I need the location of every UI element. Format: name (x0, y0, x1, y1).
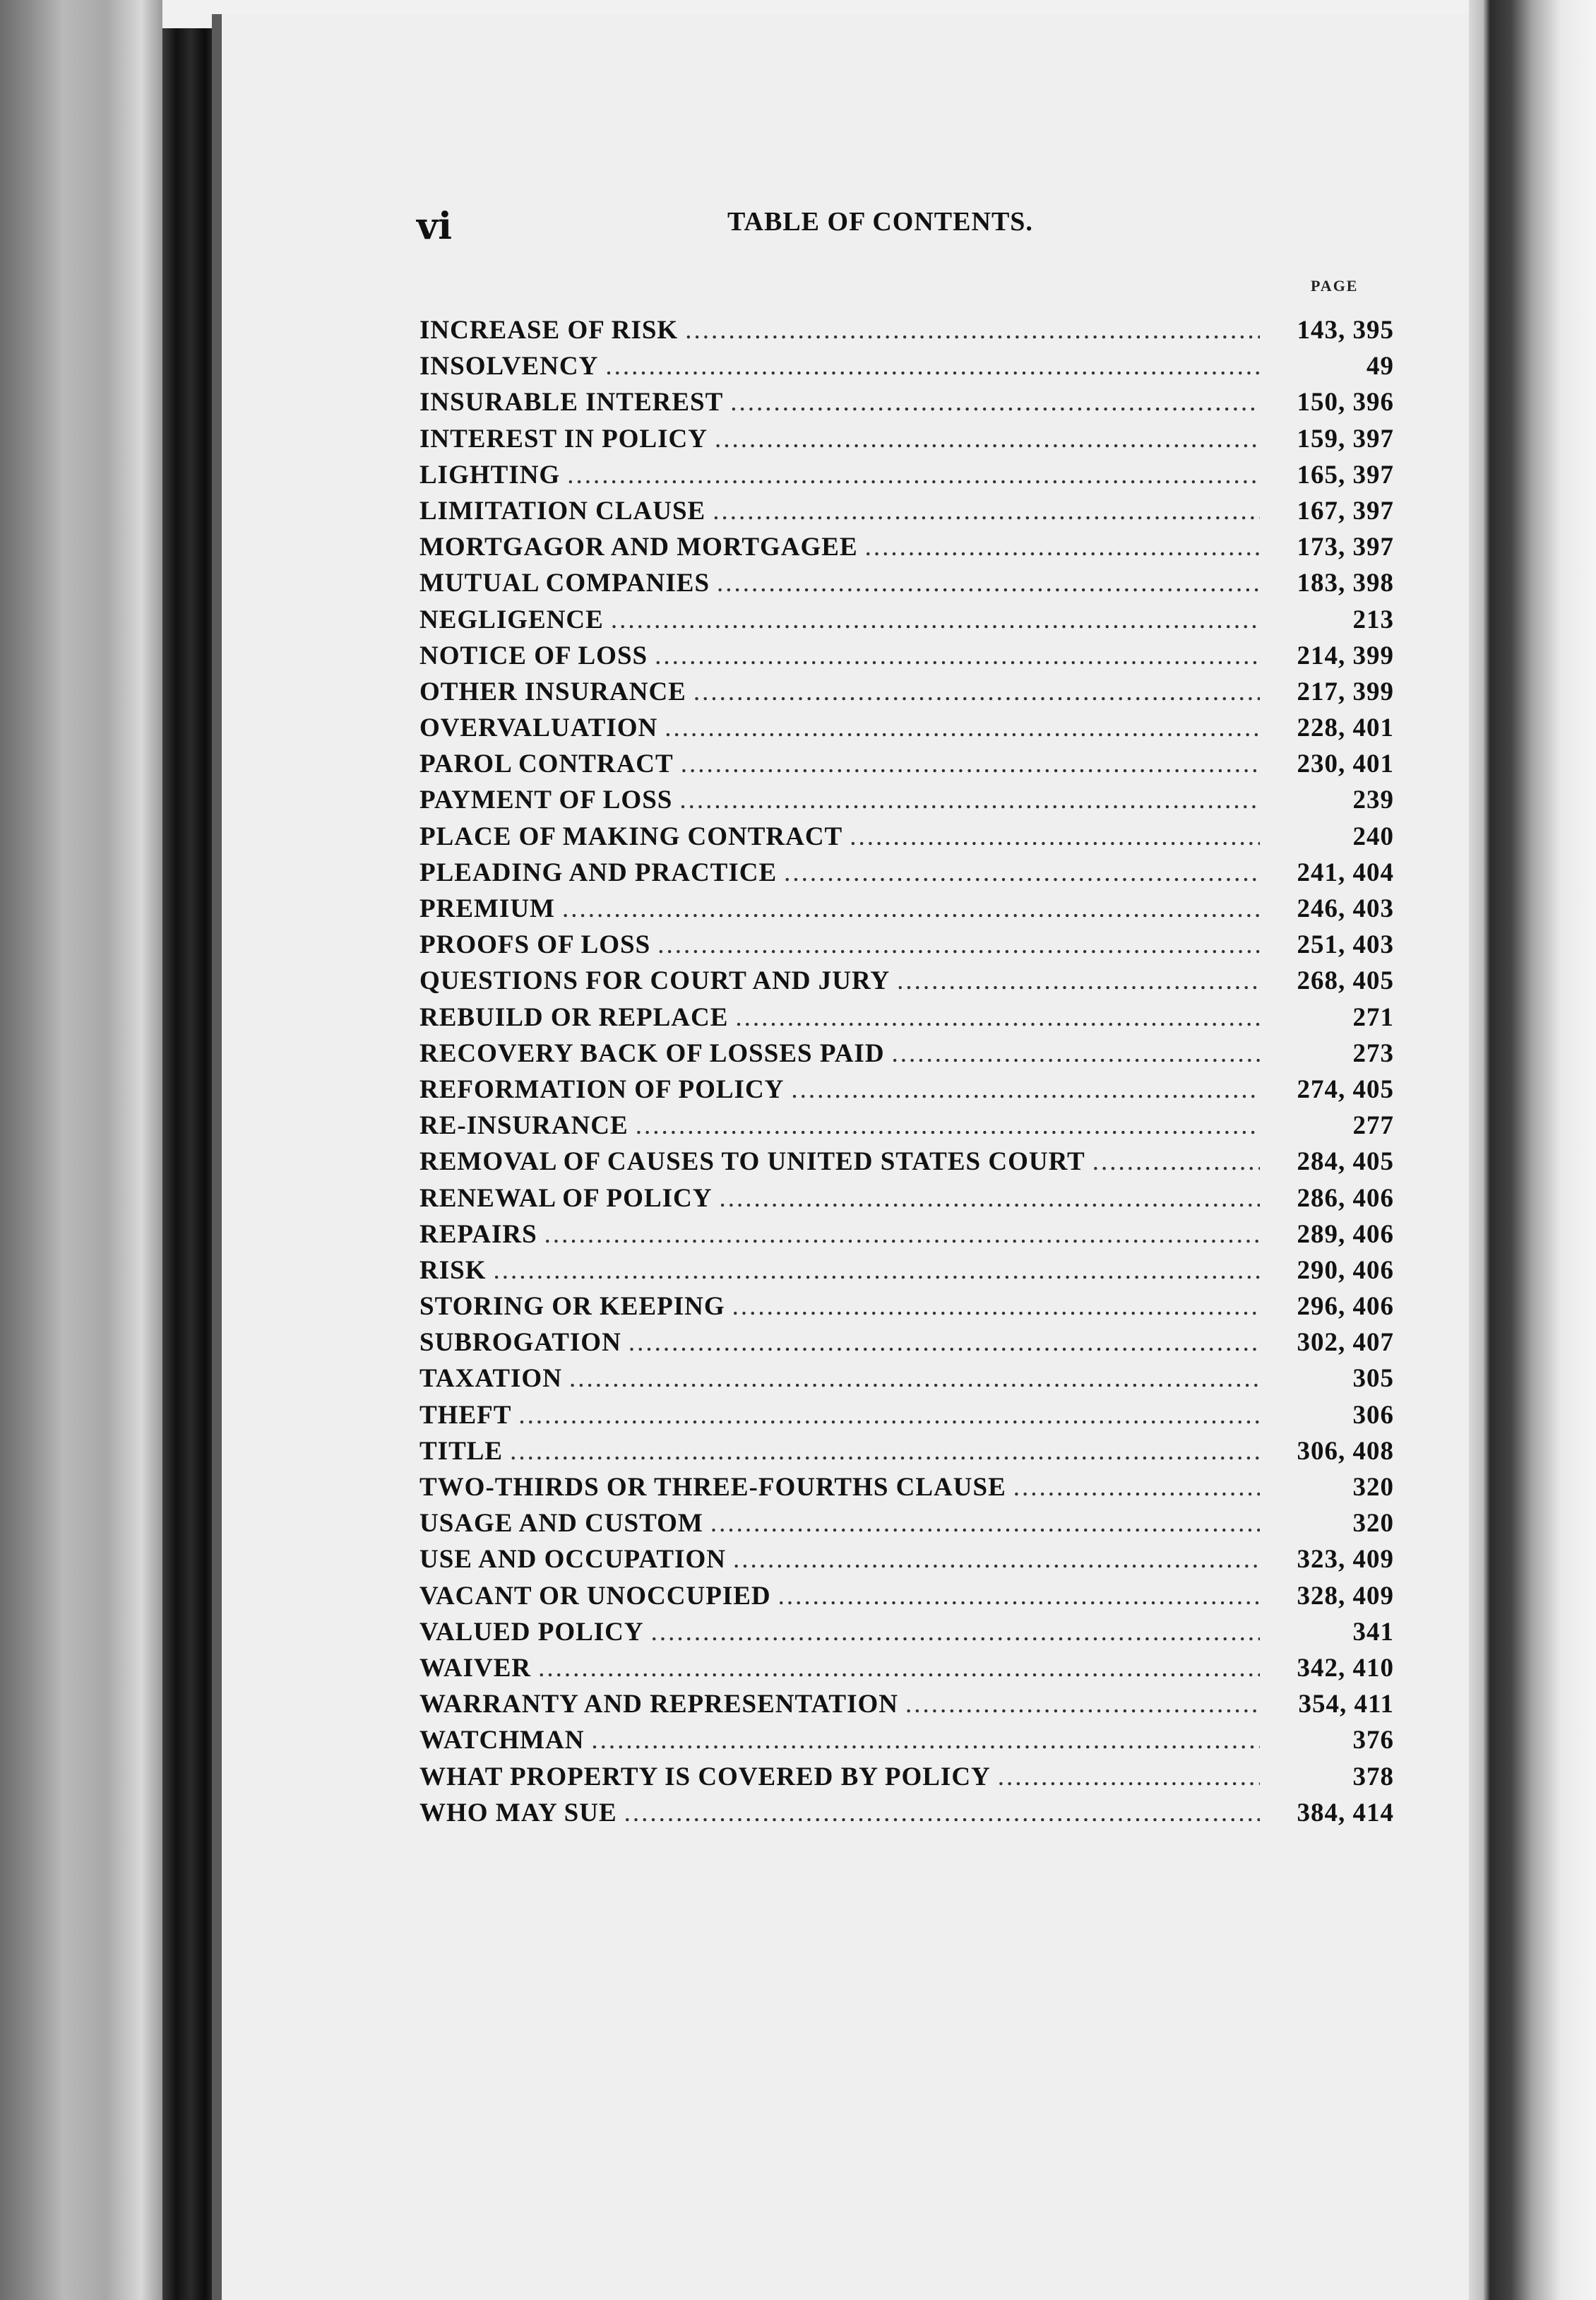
toc-entry-label: LIGHTING (419, 460, 561, 490)
toc-entry-pages: 228, 401 (1297, 713, 1394, 743)
toc-leader-dots (850, 822, 1260, 852)
toc-entry-label: RENEWAL OF POLICY (419, 1183, 713, 1213)
toc-entry-label: MORTGAGOR AND MORTGAGEE (419, 533, 858, 562)
toc-entry-pages: 289, 406 (1297, 1219, 1394, 1249)
toc-entry-pages: 241, 404 (1297, 858, 1394, 887)
toc-entry-pages: 378 (1352, 1762, 1394, 1791)
toc-leader-dots (791, 1074, 1260, 1105)
toc-leader-dots (693, 677, 1260, 707)
toc-leader-dots (562, 894, 1260, 924)
toc-entry-label: QUESTIONS FOR COURT AND JURY (419, 966, 891, 996)
toc-leader-dots (710, 1508, 1260, 1539)
toc-entry (419, 1327, 1394, 1363)
toc-entry-label: NOTICE OF LOSS (419, 641, 648, 670)
toc-leader-dots (778, 1581, 1260, 1611)
toc-entry (419, 930, 1394, 966)
toc-entry (419, 1002, 1394, 1038)
toc-entry-pages: 271 (1352, 1002, 1394, 1032)
toc-leader-dots (518, 1400, 1260, 1430)
toc-entry-pages: 165, 397 (1297, 460, 1394, 490)
toc-entry-label: WAIVER (419, 1653, 532, 1683)
toc-entry-label: PAROL CONTRACT (419, 749, 674, 779)
toc-entry (419, 894, 1394, 930)
toc-entry-label: WHO MAY SUE (419, 1798, 617, 1827)
toc-entry-pages: 306, 408 (1297, 1436, 1394, 1466)
toc-entry-pages: 296, 406 (1297, 1292, 1394, 1322)
toc-entry-label: PROOFS OF LOSS (419, 930, 651, 960)
toc-entry-label: REMOVAL OF CAUSES TO UNITED STATES COURT (419, 1147, 1085, 1177)
toc-entry-label: INTEREST IN POLICY (419, 424, 708, 454)
toc-leader-dots (605, 351, 1260, 381)
toc-entry-pages: 284, 405 (1297, 1147, 1394, 1177)
toc-entry-label: REFORMATION OF POLICY (419, 1074, 785, 1104)
toc-entry-label: OTHER INSURANCE (419, 677, 686, 706)
toc-leader-dots (730, 387, 1260, 417)
toc-entry-pages: 305 (1352, 1364, 1394, 1394)
toc-entry-label: THEFT (419, 1400, 512, 1430)
toc-entry-pages: 240 (1352, 822, 1394, 851)
page-edge-shadow (212, 14, 222, 2300)
toc-entry-pages: 286, 406 (1297, 1183, 1394, 1213)
toc-entry-pages: 328, 409 (1297, 1581, 1394, 1611)
toc-leader-dots (567, 460, 1260, 490)
toc-entry (419, 1038, 1394, 1074)
toc-entry-pages: 183, 398 (1297, 569, 1394, 598)
toc-entry (419, 1508, 1394, 1544)
toc-entry-label: USE AND OCCUPATION (419, 1545, 726, 1575)
toc-entry-pages: 217, 399 (1297, 677, 1394, 706)
toc-entry-pages: 306 (1352, 1400, 1394, 1430)
toc-entry-pages: 323, 409 (1297, 1545, 1394, 1575)
toc-entry-label: PLEADING AND PRACTICE (419, 858, 778, 887)
toc-entry-pages: 213 (1352, 605, 1394, 634)
toc-entry-pages: 49 (1366, 352, 1394, 381)
toc-entry-label: SUBROGATION (419, 1328, 621, 1358)
toc-entry-pages: 246, 403 (1297, 894, 1394, 923)
toc-entry (419, 822, 1394, 858)
toc-entry-label: INSURABLE INTEREST (419, 388, 724, 417)
toc-entry-label: REPAIRS (419, 1219, 537, 1249)
toc-entry (419, 785, 1394, 821)
running-head-title: TABLE OF CONTENTS. (727, 207, 1033, 237)
toc-entry (419, 1110, 1394, 1146)
page-number: vi (417, 205, 452, 248)
toc-leader-dots (655, 641, 1260, 671)
toc-leader-dots (611, 605, 1260, 635)
toc-leader-dots (569, 1363, 1260, 1394)
toc-entry-label: OVERVALUATION (419, 713, 658, 743)
toc-entry (419, 1074, 1394, 1110)
toc-entry-label: REBUILD OR REPLACE (419, 1002, 729, 1032)
toc-entry-label: TAXATION (419, 1364, 562, 1394)
toc-entry-pages: 230, 401 (1297, 749, 1394, 779)
table-of-contents-list (419, 315, 1394, 1834)
toc-entry (419, 1725, 1394, 1761)
toc-entry-pages: 273 (1352, 1038, 1394, 1068)
toc-leader-dots (905, 1689, 1260, 1719)
toc-entry (419, 966, 1394, 1002)
toc-leader-dots (624, 1798, 1260, 1828)
toc-entry-label: VACANT OR UNOCCUPIED (419, 1581, 771, 1611)
toc-entry (419, 1689, 1394, 1725)
toc-entry (419, 1762, 1394, 1798)
toc-leader-dots (629, 1327, 1260, 1358)
toc-leader-dots (636, 1110, 1260, 1141)
toc-leader-dots (681, 749, 1260, 779)
toc-entry-pages: 150, 396 (1297, 388, 1394, 417)
toc-entry (419, 1255, 1394, 1291)
toc-entry (419, 1544, 1394, 1580)
toc-entry (419, 1653, 1394, 1689)
toc-leader-dots (732, 1291, 1260, 1322)
toc-entry-label: RE-INSURANCE (419, 1111, 629, 1141)
toc-entry (419, 677, 1394, 713)
toc-entry-label: VALUED POLICY (419, 1617, 644, 1647)
toc-leader-dots (651, 1617, 1260, 1647)
toc-entry-label: WARRANTY AND REPRESENTATION (419, 1690, 899, 1719)
toc-entry (419, 1581, 1394, 1617)
toc-leader-dots (685, 315, 1260, 345)
toc-entry-label: USAGE AND CUSTOM (419, 1509, 703, 1539)
toc-entry-pages: 341 (1352, 1617, 1394, 1647)
toc-entry-pages: 214, 399 (1297, 641, 1394, 670)
toc-entry (419, 351, 1394, 387)
toc-entry (419, 568, 1394, 604)
toc-entry (419, 532, 1394, 568)
page-right-edge (1469, 0, 1596, 2300)
toc-entry-pages: 277 (1352, 1111, 1394, 1141)
toc-leader-dots (510, 1436, 1260, 1466)
toc-entry-pages: 167, 397 (1297, 496, 1394, 526)
toc-leader-dots (657, 930, 1260, 960)
toc-entry-label: NEGLIGENCE (419, 605, 604, 634)
toc-entry (419, 713, 1394, 749)
toc-entry (419, 1146, 1394, 1182)
toc-entry (419, 605, 1394, 641)
toc-entry (419, 496, 1394, 532)
toc-entry-pages: 268, 405 (1297, 966, 1394, 996)
toc-leader-dots (892, 1038, 1260, 1069)
toc-entry (419, 1617, 1394, 1653)
toc-entry-label: PAYMENT OF LOSS (419, 786, 673, 815)
toc-entry-pages: 354, 411 (1298, 1690, 1394, 1719)
toc-leader-dots (1013, 1472, 1260, 1502)
toc-entry (419, 1219, 1394, 1255)
book-gutter-shadow (162, 28, 219, 2300)
toc-entry-label: PREMIUM (419, 894, 555, 923)
toc-entry-pages: 376 (1352, 1726, 1394, 1755)
toc-entry (419, 749, 1394, 785)
toc-entry-pages: 320 (1352, 1473, 1394, 1502)
toc-entry-pages: 290, 406 (1297, 1255, 1394, 1285)
toc-entry (419, 641, 1394, 677)
toc-leader-dots (538, 1653, 1260, 1683)
toc-leader-dots (715, 424, 1260, 454)
toc-leader-dots (735, 1002, 1260, 1033)
toc-entry (419, 460, 1394, 496)
toc-entry-label: WATCHMAN (419, 1726, 585, 1755)
toc-entry (419, 1798, 1394, 1834)
toc-leader-dots (865, 532, 1260, 562)
toc-leader-dots (998, 1762, 1260, 1792)
toc-leader-dots (784, 858, 1260, 888)
toc-entry-label: STORING OR KEEPING (419, 1292, 725, 1322)
page-column-label: PAGE (1311, 277, 1359, 295)
toc-entry-pages: 251, 403 (1297, 930, 1394, 960)
toc-entry (419, 858, 1394, 894)
toc-entry-pages: 302, 407 (1297, 1328, 1394, 1358)
toc-entry-label: RISK (419, 1255, 487, 1285)
toc-entry-pages: 143, 395 (1297, 316, 1394, 345)
book-spine-edge (0, 0, 162, 2300)
toc-leader-dots (665, 713, 1260, 743)
toc-entry-label: MUTUAL COMPANIES (419, 569, 710, 598)
toc-entry-label: RECOVERY BACK OF LOSSES PAID (419, 1038, 885, 1068)
toc-entry (419, 424, 1394, 460)
toc-entry-label: WHAT PROPERTY IS COVERED BY POLICY (419, 1762, 991, 1791)
toc-entry-label: PLACE OF MAKING CONTRACT (419, 822, 843, 851)
toc-entry-pages: 320 (1352, 1509, 1394, 1539)
toc-leader-dots (897, 966, 1260, 996)
toc-entry-label: INSOLVENCY (419, 352, 599, 381)
toc-entry (419, 1363, 1394, 1399)
toc-leader-dots (544, 1219, 1260, 1250)
toc-entry (419, 1400, 1394, 1436)
toc-entry (419, 387, 1394, 423)
toc-leader-dots (713, 496, 1260, 526)
toc-entry-pages: 384, 414 (1297, 1798, 1394, 1827)
toc-entry (419, 1291, 1394, 1327)
toc-entry-label: INCREASE OF RISK (419, 316, 679, 345)
toc-entry-label: TITLE (419, 1436, 504, 1466)
toc-leader-dots (1092, 1146, 1260, 1177)
toc-leader-dots (733, 1544, 1260, 1575)
toc-leader-dots (719, 1183, 1260, 1214)
toc-entry-pages: 239 (1352, 786, 1394, 815)
toc-entry (419, 1472, 1394, 1508)
toc-entry-pages: 159, 397 (1297, 424, 1394, 454)
toc-entry (419, 1436, 1394, 1472)
toc-entry-pages: 274, 405 (1297, 1074, 1394, 1104)
toc-entry-pages: 342, 410 (1297, 1653, 1394, 1683)
toc-leader-dots (591, 1725, 1260, 1755)
toc-leader-dots (717, 568, 1260, 598)
toc-entry-label: LIMITATION CLAUSE (419, 496, 706, 526)
toc-entry-label: TWO-THIRDS OR THREE-FOURTHS CLAUSE (419, 1473, 1006, 1502)
toc-entry-pages: 173, 397 (1297, 533, 1394, 562)
toc-entry (419, 315, 1394, 351)
toc-entry (419, 1183, 1394, 1219)
toc-leader-dots (679, 785, 1260, 815)
toc-leader-dots (493, 1255, 1260, 1286)
